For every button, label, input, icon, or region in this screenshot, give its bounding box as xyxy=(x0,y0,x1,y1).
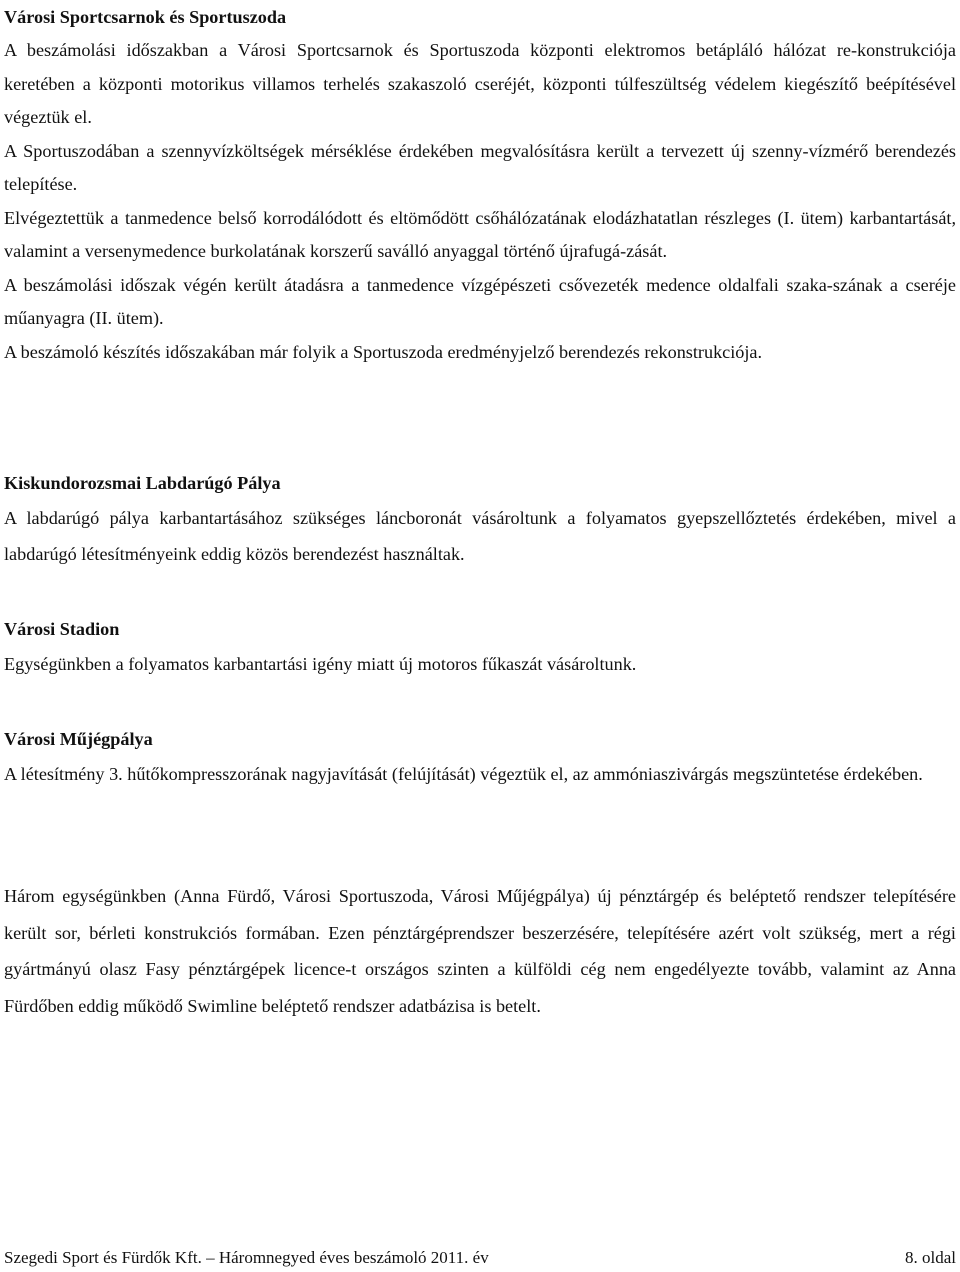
section-stadion xyxy=(4,612,956,682)
paragraph: Három egységünkben (Anna Fürdő, Városi Sportuszoda, Városi Műjégpálya) új pénztárgép és beléptető rendszer telepítésére került sor, bérleti konstrukciós formában. Ezen pénztárgéprendszer beszerzésére, telepítésére azért volt szükség, mert a régi gyártmányú olasz Fasy pénztárgépek licence-t országos szinten a külföldi cég nem engedélyezte tovább, valamint az Anna Fürdőben eddig működő Swimline beléptető rendszer adatbázisa is betelt. xyxy=(4,886,956,1016)
section-kiskundorozsma xyxy=(4,466,956,572)
paragraph: A beszámoló készítés időszakában már folyik a Sportuszoda eredményjelző berendezés rekonstrukciója. xyxy=(4,341,763,362)
paragraph: A beszámolási időszak végén került átadásra a tanmedence vízgépészeti csővezeték medence oldalfali szaka-szának a cseréje műanyagra (II. ütem). xyxy=(4,274,956,328)
section-title: Városi Stadion xyxy=(4,619,120,639)
section-title: Városi Műjégpálya xyxy=(4,729,153,749)
paragraph: Egységünkben a folyamatos karbantartási igény miatt új motoros fűkaszát vásároltunk. xyxy=(4,654,637,674)
section-mujegpalya xyxy=(4,722,956,792)
paragraph: Elvégeztettük a tanmedence belső korrodálódott és eltömődött csőhálózatának elodázhatatlan részleges (I. ütem) karbantartását, valamint a versenymedence burkolatának korszerű saválló anyaggal történő újrafugá-zását. xyxy=(4,207,956,261)
page-footer xyxy=(4,1244,956,1272)
section-title: Városi Sportcsarnok és Sportuszoda xyxy=(4,7,287,27)
page-number: 8. oldal xyxy=(905,1248,956,1267)
footer-title: Szegedi Sport és Fürdők Kft. – Háromnegyed éves beszámoló 2011. év xyxy=(4,1248,489,1267)
paragraph: A létesítmény 3. hűtőkompresszorának nagyjavítását (felújítását) végeztük el, az ammóniaszivárgás megszüntetése érdekében. xyxy=(4,764,923,784)
paragraph: A labdarúgó pálya karbantartásához szükséges láncboronát vásároltunk a folyamatos gyepszellőztetés érdekében, mivel a labdarúgó létesítményeink eddig közös berendezést használtak. xyxy=(4,508,956,564)
paragraph: A Sportuszodában a szennyvízköltségek mérséklése érdekében megvalósításra került a tervezett új szenny-vízmérő berendezés telepítése. xyxy=(4,140,956,194)
section-title: Kiskundorozsmai Labdarúgó Pálya xyxy=(4,473,281,493)
paragraph: A beszámolási időszakban a Városi Sportcsarnok és Sportuszoda központi elektromos betápláló hálózat re-konstrukciója keretében a központi motorikus villamos terhelés szakaszoló cseréjét, központi túlfeszültség védelem kiegészítő beépítésével végeztük el. xyxy=(4,40,956,127)
section-sportcsarnok xyxy=(4,0,956,369)
section-penztargep xyxy=(4,878,956,1024)
